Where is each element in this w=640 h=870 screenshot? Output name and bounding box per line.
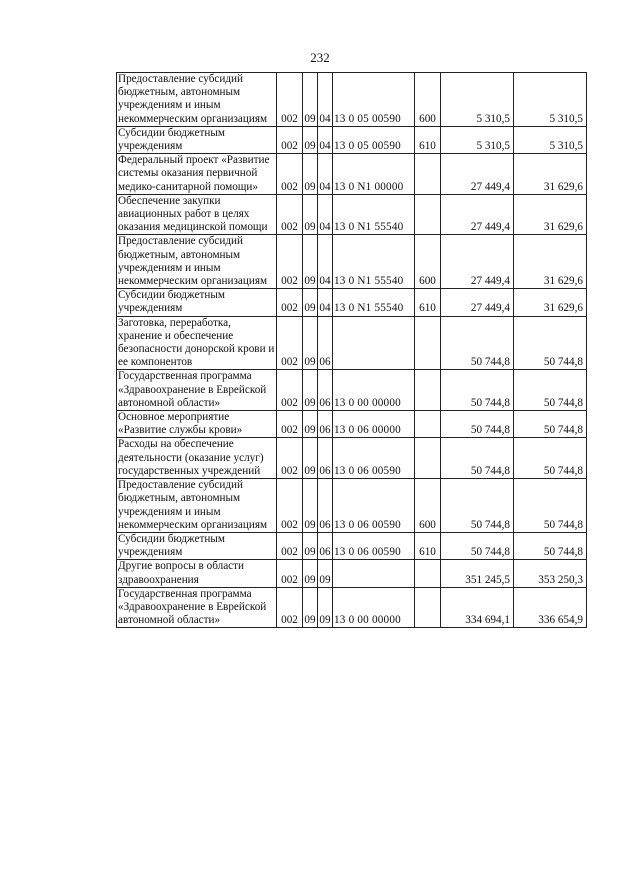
section-code-cell: 09	[303, 370, 318, 411]
section-code-cell: 09	[303, 194, 318, 235]
expense-type-cell	[415, 560, 441, 587]
expense-type-cell: 600	[415, 235, 441, 289]
expense-type-cell	[415, 411, 441, 438]
subsection-code-cell: 06	[318, 532, 333, 559]
department-code-cell: 002	[277, 126, 303, 153]
department-code-cell: 002	[277, 370, 303, 411]
expense-name-cell: Предоставление субсидий бюджетным, автономным учреждениям и иным некоммерческим организациям	[117, 479, 277, 533]
target-article-cell: 13 0 06 00590	[333, 532, 415, 559]
amount-year1-cell: 27 449,4	[441, 154, 514, 195]
amount-year2-cell: 50 744,8	[514, 479, 587, 533]
expense-name-cell: Государственная программа «Здравоохранение в Еврейской автономной области»	[117, 370, 277, 411]
subsection-code-cell: 09	[318, 560, 333, 587]
expense-name-cell: Другие вопросы в области здравоохранения	[117, 560, 277, 587]
amount-year1-cell: 50 744,8	[441, 316, 514, 370]
amount-year1-cell: 5 310,5	[441, 73, 514, 127]
subsection-code-cell: 04	[318, 194, 333, 235]
expense-name-cell: Предоставление субсидий бюджетным, автономным учреждениям и иным некоммерческим организациям	[117, 235, 277, 289]
subsection-code-cell: 06	[318, 316, 333, 370]
expense-name-cell: Федеральный проект «Развитие системы оказания первичной медико-санитарной помощи»	[117, 154, 277, 195]
expense-name-cell: Расходы на обеспечение деятельности (оказание услуг) государственных учреждений	[117, 438, 277, 479]
expense-name-cell: Субсидии бюджетным учреждениям	[117, 126, 277, 153]
table-row	[117, 532, 587, 559]
department-code-cell: 002	[277, 479, 303, 533]
target-article-cell: 13 0 06 00590	[333, 438, 415, 479]
amount-year2-cell: 31 629,6	[514, 194, 587, 235]
subsection-code-cell: 06	[318, 370, 333, 411]
table-row	[117, 154, 587, 195]
table-row	[117, 411, 587, 438]
department-code-cell: 002	[277, 411, 303, 438]
amount-year2-cell: 5 310,5	[514, 73, 587, 127]
expense-type-cell: 610	[415, 289, 441, 316]
department-code-cell: 002	[277, 235, 303, 289]
amount-year1-cell: 27 449,4	[441, 289, 514, 316]
section-code-cell: 09	[303, 316, 318, 370]
table-row	[117, 235, 587, 289]
target-article-cell	[333, 560, 415, 587]
table-row	[117, 479, 587, 533]
amount-year2-cell: 31 629,6	[514, 154, 587, 195]
target-article-cell: 13 0 05 00590	[333, 126, 415, 153]
section-code-cell: 09	[303, 438, 318, 479]
target-article-cell: 13 0 N1 00000	[333, 154, 415, 195]
subsection-code-cell: 06	[318, 479, 333, 533]
amount-year1-cell: 5 310,5	[441, 126, 514, 153]
subsection-code-cell: 06	[318, 438, 333, 479]
target-article-cell: 13 0 N1 55540	[333, 194, 415, 235]
table-row	[117, 289, 587, 316]
section-code-cell: 09	[303, 560, 318, 587]
table-body	[117, 73, 587, 628]
department-code-cell: 002	[277, 194, 303, 235]
expense-type-cell	[415, 370, 441, 411]
expense-name-cell: Заготовка, переработка, хранение и обеспечение безопасности донорской крови и ее компонентов	[117, 316, 277, 370]
expense-type-cell: 610	[415, 126, 441, 153]
expense-name-cell: Субсидии бюджетным учреждениям	[117, 289, 277, 316]
expense-type-cell	[415, 587, 441, 628]
expense-type-cell	[415, 154, 441, 195]
target-article-cell: 13 0 00 00000	[333, 370, 415, 411]
amount-year1-cell: 27 449,4	[441, 235, 514, 289]
amount-year1-cell: 50 744,8	[441, 370, 514, 411]
expense-type-cell	[415, 438, 441, 479]
section-code-cell: 09	[303, 235, 318, 289]
department-code-cell: 002	[277, 587, 303, 628]
amount-year2-cell: 50 744,8	[514, 370, 587, 411]
section-code-cell: 09	[303, 411, 318, 438]
target-article-cell: 13 0 05 00590	[333, 73, 415, 127]
section-code-cell: 09	[303, 154, 318, 195]
amount-year2-cell: 5 310,5	[514, 126, 587, 153]
department-code-cell: 002	[277, 289, 303, 316]
expense-type-cell: 610	[415, 532, 441, 559]
amount-year1-cell: 50 744,8	[441, 532, 514, 559]
amount-year1-cell: 334 694,1	[441, 587, 514, 628]
section-code-cell: 09	[303, 126, 318, 153]
amount-year2-cell: 50 744,8	[514, 316, 587, 370]
expense-type-cell	[415, 316, 441, 370]
section-code-cell: 09	[303, 479, 318, 533]
expense-type-cell: 600	[415, 73, 441, 127]
expense-name-cell: Обеспечение закупки авиационных работ в целях оказания медицинской помощи	[117, 194, 277, 235]
department-code-cell: 002	[277, 438, 303, 479]
department-code-cell: 002	[277, 560, 303, 587]
department-code-cell: 002	[277, 532, 303, 559]
expense-name-cell: Государственная программа «Здравоохранение в Еврейской автономной области»	[117, 587, 277, 628]
subsection-code-cell: 04	[318, 289, 333, 316]
amount-year2-cell: 31 629,6	[514, 235, 587, 289]
expense-name-cell: Субсидии бюджетным учреждениям	[117, 532, 277, 559]
expense-name-cell: Основное мероприятие «Развитие службы крови»	[117, 411, 277, 438]
target-article-cell: 13 0 06 00000	[333, 411, 415, 438]
subsection-code-cell: 04	[318, 235, 333, 289]
amount-year2-cell: 50 744,8	[514, 411, 587, 438]
expense-type-cell: 600	[415, 479, 441, 533]
table-row	[117, 126, 587, 153]
page-number: 232	[310, 50, 330, 65]
budget-table	[116, 72, 587, 628]
table-row	[117, 194, 587, 235]
section-code-cell: 09	[303, 587, 318, 628]
target-article-cell: 13 0 06 00590	[333, 479, 415, 533]
amount-year2-cell: 336 654,9	[514, 587, 587, 628]
department-code-cell: 002	[277, 73, 303, 127]
target-article-cell: 13 0 00 00000	[333, 587, 415, 628]
amount-year2-cell: 50 744,8	[514, 438, 587, 479]
target-article-cell: 13 0 N1 55540	[333, 235, 415, 289]
amount-year2-cell: 31 629,6	[514, 289, 587, 316]
table-row	[117, 316, 587, 370]
subsection-code-cell: 09	[318, 587, 333, 628]
table-row	[117, 560, 587, 587]
expense-type-cell	[415, 194, 441, 235]
subsection-code-cell: 04	[318, 126, 333, 153]
amount-year1-cell: 27 449,4	[441, 194, 514, 235]
section-code-cell: 09	[303, 532, 318, 559]
table-row	[117, 438, 587, 479]
department-code-cell: 002	[277, 154, 303, 195]
amount-year2-cell: 353 250,3	[514, 560, 587, 587]
subsection-code-cell: 06	[318, 411, 333, 438]
subsection-code-cell: 04	[318, 73, 333, 127]
section-code-cell: 09	[303, 73, 318, 127]
amount-year1-cell: 50 744,8	[441, 411, 514, 438]
target-article-cell	[333, 316, 415, 370]
table-row	[117, 587, 587, 628]
amount-year2-cell: 50 744,8	[514, 532, 587, 559]
table-row	[117, 370, 587, 411]
amount-year1-cell: 351 245,5	[441, 560, 514, 587]
table-row	[117, 73, 587, 127]
expense-name-cell: Предоставление субсидий бюджетным, автономным учреждениям и иным некоммерческим организациям	[117, 73, 277, 127]
section-code-cell: 09	[303, 289, 318, 316]
amount-year1-cell: 50 744,8	[441, 438, 514, 479]
target-article-cell: 13 0 N1 55540	[333, 289, 415, 316]
subsection-code-cell: 04	[318, 154, 333, 195]
amount-year1-cell: 50 744,8	[441, 479, 514, 533]
department-code-cell: 002	[277, 316, 303, 370]
